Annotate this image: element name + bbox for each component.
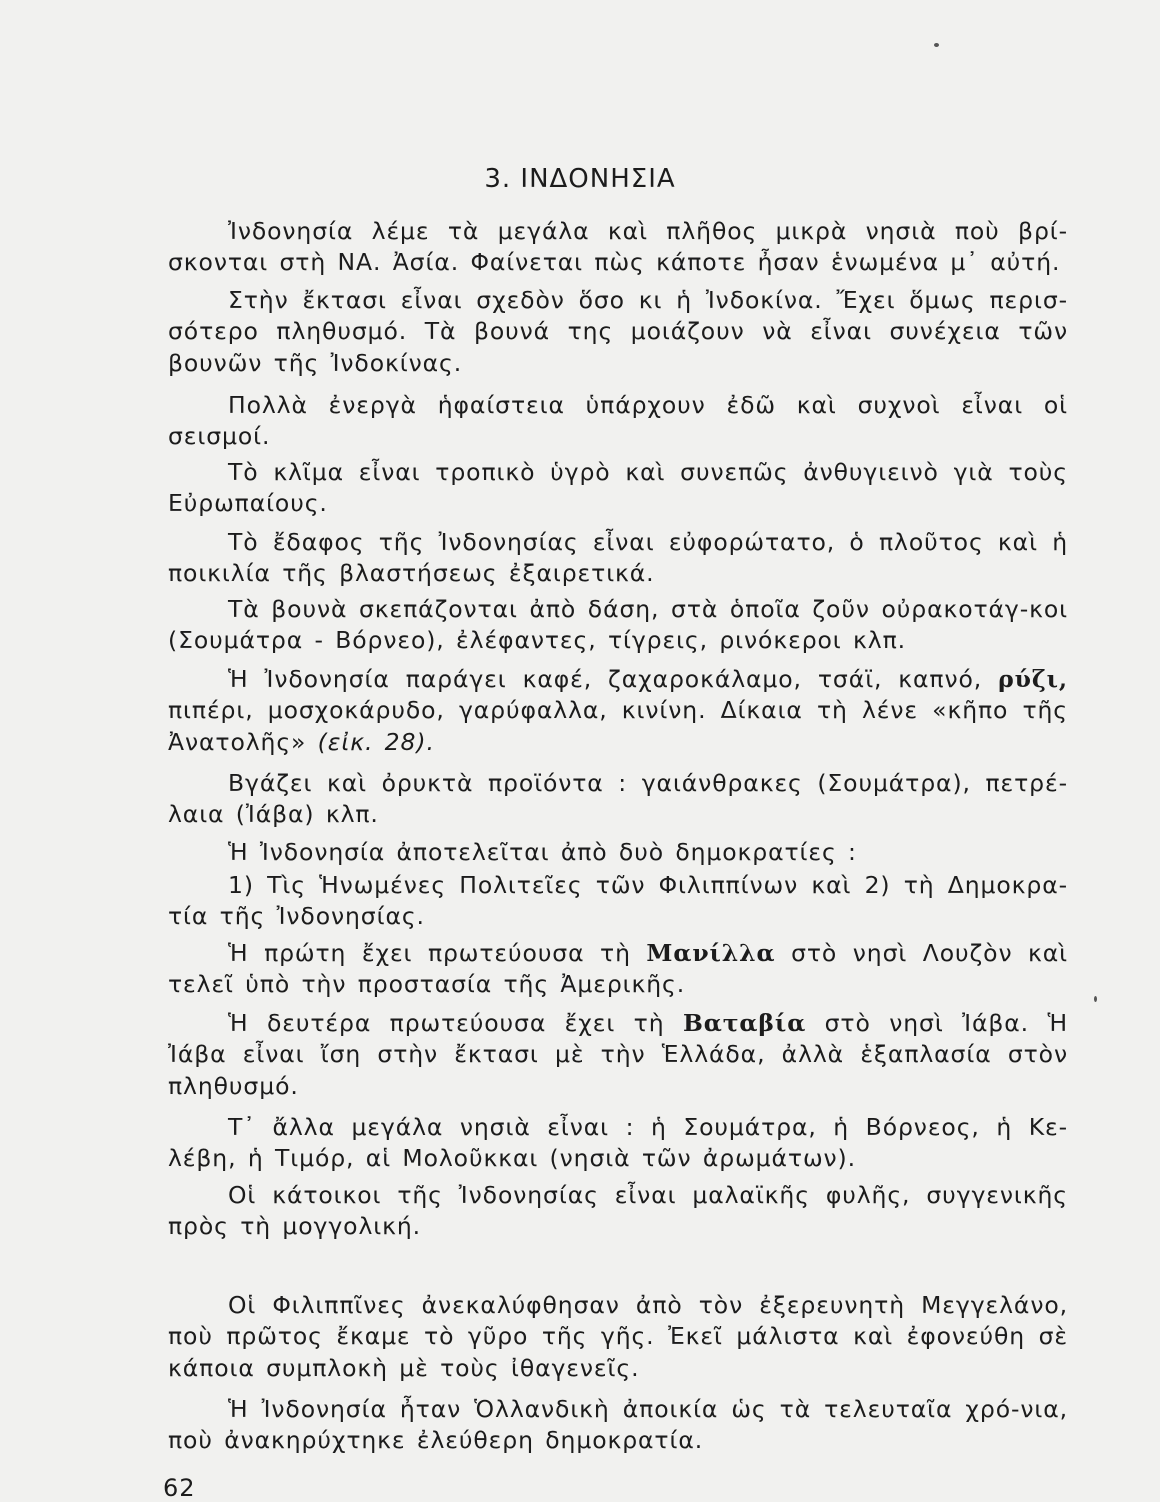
paragraph-5: Τὸ ἔδαφος τῆς Ἰνδονησίας εἶναι εὐφορώτατο, ὁ πλοῦτος καὶ ἡ ποικιλία τῆς βλαστήσεως ἐξαιρετικά. <box>168 528 1068 588</box>
paragraph-11 <box>168 938 1068 1001</box>
paragraph-14: Οἱ κάτοικοι τῆς Ἰνδονησίας εἶναι μαλαϊκῆς φυλῆς, συγγενικῆς πρὸς τὴ μογγολική. <box>168 1181 1068 1241</box>
paragraph-15: Οἱ Φιλιππῖνες ἀνεκαλύφθησαν ἀπὸ τὸν ἐξερευνητὴ Μεγγελάνο, ποὺ πρῶτος ἔκαμε τὸ γῦρο τῆς γῆς. Ἐκεῖ μάλιστα καὶ ἐφονεύθη σὲ κάποια συμπλοκὴ μὲ τοὺς ἰθαγενεῖς. <box>168 1291 1068 1382</box>
paragraph-7-text-end: πιπέρι, μοσχοκάρυδο, γαρύφαλλα, κινίνη. Δίκαια τὴ λένε «κῆπο τῆς Ἀνατολῆς» <box>168 696 1068 756</box>
paragraph-10: 1) Τὶς Ἡνωμένες Πολιτεῖες τῶν Φιλιππίνων καὶ 2) τὴ Δημοκρα-τία τῆς Ἰνδονησίας. <box>168 871 1068 931</box>
paragraph-2: Στὴν ἔκτασι εἶναι σχεδὸν ὅσο κι ἡ Ἰνδοκίνα. Ἔχει ὅμως περισ-σότερο πληθυσμό. Τὰ βουνά της μοιάζουν νὰ εἶναι συνέχεια τῶν βουνῶν τῆς Ἰνδοκίνας. <box>168 286 1068 377</box>
paragraph-11-text-end: στὸ νησὶ Λουζὸν καὶ τελεῖ ὑπὸ τὴν προστασία τῆς Ἀμερικῆς. <box>168 939 1069 999</box>
bold-term-rice: ρύζι, <box>998 665 1068 693</box>
paragraph-16: Ἡ Ἰνδονησία ἦταν Ὁλλανδικὴ ἀποικία ὡς τὰ τελευταῖα χρό-νια, ποὺ ἀνακηρύχτηκε ἐλεύθερη δημοκρατία. <box>168 1395 1068 1455</box>
figure-reference: (εἰκ. 28). <box>317 727 435 756</box>
bold-term-batavia: Βαταβία <box>682 1009 807 1037</box>
chapter-title: 3. ΙΝΔΟΝΗΣΙΑ <box>484 164 676 194</box>
print-speck <box>1094 996 1097 1002</box>
paragraph-6: Τὰ βουνὰ σκεπάζονται ἀπὸ δάση, στὰ ὁποῖα ζοῦν οὐρακοτάγ-κοι (Σουμάτρα - Βόρνεο), ἐλέφαντες, τίγρεις, ρινόκεροι κλπ. <box>168 595 1068 655</box>
paragraph-1: Ἰνδονησία λέμε τὰ μεγάλα καὶ πλῆθος μικρὰ νησιὰ ποὺ βρί-σκονται στὴ ΝΑ. Ἀσία. Φαίνεται πὼς κάποτε ἦσαν ἑνωμένα μ᾽ αὐτή. <box>168 217 1068 277</box>
print-speck <box>934 43 939 47</box>
paragraph-11-text-start: Ἡ πρώτη ἔχει πρωτεύουσα τὴ <box>228 939 631 967</box>
paragraph-12 <box>168 1008 1068 1102</box>
paragraph-9: Ἡ Ἰνδονησία ἀποτελεῖται ἀπὸ δυὸ δημοκρατίες : <box>228 838 857 866</box>
paragraph-7-text-start: Ἡ Ἰνδονησία παράγει καφέ, ζαχαροκάλαμο, τσάϊ, καπνό, <box>228 665 983 693</box>
page-number: 62 <box>163 1474 196 1502</box>
paragraph-8: Βγάζει καὶ ὀρυκτὰ προϊόντα : γαιάνθρακες (Σουμάτρα), πετρέ-λαια (Ἰάβα) κλπ. <box>168 769 1068 829</box>
paragraph-12-text-start: Ἡ δευτέρα πρωτεύουσα ἔχει τὴ <box>228 1009 665 1037</box>
paragraph-3: Πολλὰ ἐνεργὰ ἡφαίστεια ὑπάρχουν ἐδῶ καὶ συχνοὶ εἶναι οἱ σεισμοί. <box>168 391 1068 451</box>
bold-term-manila: Μανίλλα <box>646 939 776 967</box>
paragraph-7 <box>168 664 1068 758</box>
paragraph-12-text-end: στὸ νησὶ Ἰάβα. Ἡ Ἰάβα εἶναι ἴση στὴν ἔκτασι μὲ τὴν Ἑλλάδα, ἀλλὰ ἑξαπλασία στὸν πληθυσμό. <box>168 1009 1068 1100</box>
paragraph-13: Τ᾽ ἄλλα μεγάλα νησιὰ εἶναι : ἡ Σουμάτρα, ἡ Βόρνεος, ἡ Κε-λέβη, ἡ Τιμόρ, αἱ Μολοῦκκαι (νησιὰ τῶν ἀρωμάτων). <box>168 1113 1068 1173</box>
paragraph-4: Τὸ κλῖμα εἶναι τροπικὸ ὑγρὸ καὶ συνεπῶς ἀνθυγιεινὸ γιὰ τοὺς Εὐρωπαίους. <box>168 458 1068 518</box>
